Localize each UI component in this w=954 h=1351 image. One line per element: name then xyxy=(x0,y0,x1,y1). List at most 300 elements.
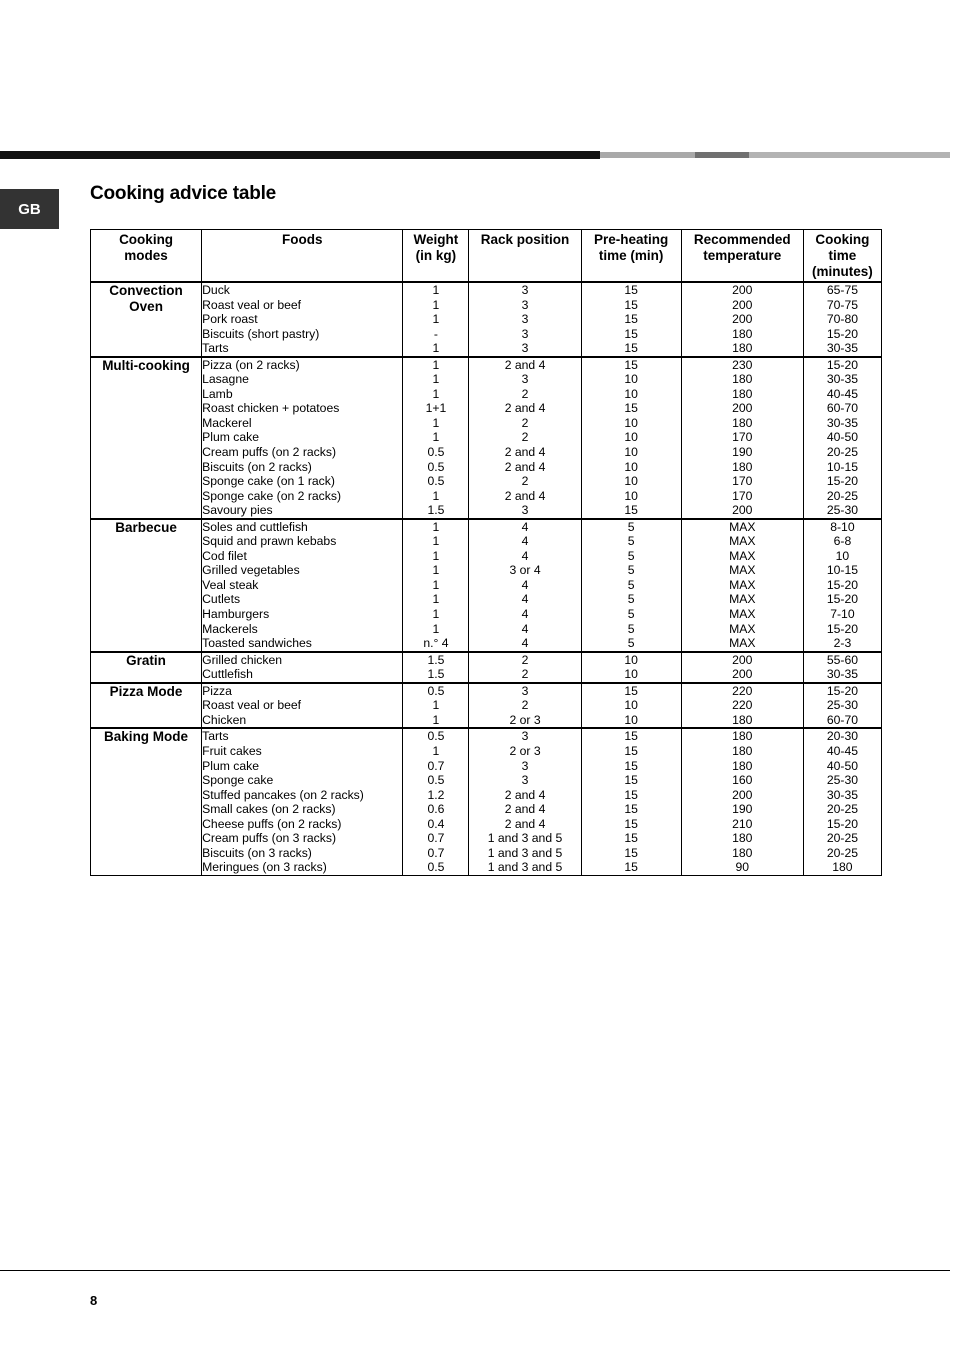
rack-position: 4 xyxy=(521,577,529,592)
food-name: Plum cake xyxy=(202,430,260,445)
temperature: 180 xyxy=(732,758,753,773)
temperature: 180 xyxy=(732,743,753,758)
preheat-time: 15 xyxy=(624,729,638,744)
food-name: Pork roast xyxy=(202,312,258,327)
cooking-time: 25-30 xyxy=(826,503,859,518)
preheat-time: 10 xyxy=(624,386,638,401)
preheat-time: 15 xyxy=(624,758,638,773)
rack-position: 2 and 4 xyxy=(504,816,546,831)
temperature: 180 xyxy=(732,729,753,744)
preheat-time: 15 xyxy=(624,683,638,698)
cooking-mode-label: Multi-cooking xyxy=(102,357,190,373)
weight-value: 1 xyxy=(432,563,440,578)
cooking-time: 65-75 xyxy=(826,283,859,297)
cooking-time: 70-75 xyxy=(826,297,859,312)
preheat-time-column xyxy=(581,728,681,875)
temperature: MAX xyxy=(729,607,756,622)
preheat-time: 15 xyxy=(624,503,638,518)
cooking-time: 30-35 xyxy=(826,372,859,387)
cooking-time-column xyxy=(803,652,881,683)
rack-position: 2 xyxy=(521,474,529,489)
food-name: Soles and cuttlefish xyxy=(202,519,308,534)
temperature-column xyxy=(681,652,803,683)
temperature-column xyxy=(681,728,803,875)
header-label: Rack position xyxy=(480,232,570,247)
cooking-time: 20-25 xyxy=(826,488,859,503)
food-name-column xyxy=(202,519,403,652)
food-name: Biscuits (on 2 racks) xyxy=(202,459,312,474)
preheat-time: 15 xyxy=(624,401,638,416)
weight-value: 0.7 xyxy=(427,758,445,773)
header-label: time (min) xyxy=(598,248,664,263)
cooking-advice-table xyxy=(90,229,882,876)
cooking-mode-cell xyxy=(91,652,202,683)
temperature: 180 xyxy=(732,415,753,430)
weight-value: 0.5 xyxy=(427,683,445,698)
temperature: 180 xyxy=(732,831,753,846)
preheat-time: 5 xyxy=(627,519,635,534)
food-name: Lamb xyxy=(202,386,233,401)
weight-value: 1 xyxy=(432,519,440,534)
food-name: Tarts xyxy=(202,729,229,744)
weight-value: 1.5 xyxy=(427,503,445,518)
rack-position: 2 xyxy=(521,652,529,667)
temperature: 200 xyxy=(732,401,753,416)
temperature: MAX xyxy=(729,592,756,607)
rack-position: 4 xyxy=(521,519,529,534)
cooking-time: 15-20 xyxy=(826,621,859,636)
rack-position: 3 xyxy=(521,372,529,387)
preheat-time: 15 xyxy=(624,773,638,788)
rack-position-column xyxy=(469,652,581,683)
food-name: Cheese puffs (on 2 racks) xyxy=(202,816,342,831)
header-recommended-temperature xyxy=(681,230,803,283)
temperature: MAX xyxy=(729,563,756,578)
preheat-time: 10 xyxy=(624,652,638,667)
food-name-column xyxy=(202,652,403,683)
footer-divider xyxy=(0,1270,950,1271)
temperature: 190 xyxy=(732,802,753,817)
weight-value: 0.5 xyxy=(427,729,445,744)
food-name: Duck xyxy=(202,283,230,297)
rack-position: 4 xyxy=(521,548,529,563)
food-name: Pizza (on 2 racks) xyxy=(202,357,300,372)
food-name: Cod filet xyxy=(202,548,247,563)
rack-position: 2 or 3 xyxy=(509,743,541,758)
weight-value: 1 xyxy=(432,341,440,356)
weight-value: 0.7 xyxy=(427,845,445,860)
temperature: 220 xyxy=(732,683,753,698)
cooking-time: 40-50 xyxy=(826,758,859,773)
rack-position: 4 xyxy=(521,607,529,622)
preheat-time: 15 xyxy=(624,787,638,802)
cooking-time: 20-25 xyxy=(826,802,859,817)
header-label: Weight xyxy=(413,232,459,247)
temperature: 180 xyxy=(732,326,753,341)
cooking-time: 15-20 xyxy=(826,357,859,372)
temperature: 180 xyxy=(732,845,753,860)
rack-position: 2 or 3 xyxy=(509,712,541,727)
cooking-time-column xyxy=(803,282,881,357)
temperature: 170 xyxy=(732,474,753,489)
cooking-time: 60-70 xyxy=(826,712,859,727)
cooking-mode-cell xyxy=(91,683,202,729)
temperature: 200 xyxy=(732,503,753,518)
weight-value: 1 xyxy=(432,386,440,401)
table-header-row xyxy=(91,230,882,283)
header-label: temperature xyxy=(703,248,782,263)
language-tab: GB xyxy=(0,189,59,229)
weight-value-column xyxy=(403,652,469,683)
rack-position: 3 xyxy=(521,503,529,518)
rack-position: 1 and 3 and 5 xyxy=(487,845,563,860)
temperature: 170 xyxy=(732,488,753,503)
cooking-mode-cell xyxy=(91,519,202,652)
preheat-time: 5 xyxy=(627,563,635,578)
weight-value-column xyxy=(403,728,469,875)
cooking-mode-label: Pizza Mode xyxy=(109,683,183,699)
weight-value: 1 xyxy=(432,621,440,636)
weight-value: 0.5 xyxy=(427,860,445,875)
weight-value: 1 xyxy=(432,577,440,592)
cooking-mode-label: Oven xyxy=(129,299,163,314)
weight-value: 0.5 xyxy=(427,445,445,460)
food-name: Roast chicken + potatoes xyxy=(202,401,340,416)
food-name-column xyxy=(202,728,403,875)
temperature: 180 xyxy=(732,372,753,387)
rack-position-column xyxy=(469,683,581,729)
preheat-time: 15 xyxy=(624,845,638,860)
cooking-time-column xyxy=(803,728,881,875)
page-number: 8 xyxy=(90,1293,98,1308)
preheat-time: 15 xyxy=(624,326,638,341)
rack-position: 2 and 4 xyxy=(504,459,546,474)
weight-value: 1 xyxy=(432,592,440,607)
preheat-time-column xyxy=(581,519,681,652)
rack-position: 3 or 4 xyxy=(509,563,541,578)
weight-value: 0.7 xyxy=(427,831,445,846)
weight-value: 1 xyxy=(432,712,440,727)
rack-position: 2 and 4 xyxy=(504,488,546,503)
cooking-time: 40-45 xyxy=(826,743,859,758)
food-name-column xyxy=(202,282,403,357)
table-body xyxy=(91,282,882,875)
food-name: Pizza xyxy=(202,683,232,698)
food-name: Hamburgers xyxy=(202,607,270,622)
food-name: Biscuits (on 3 racks) xyxy=(202,845,312,860)
temperature: 200 xyxy=(732,312,753,327)
table-row xyxy=(91,519,882,652)
temperature: 180 xyxy=(732,459,753,474)
cooking-time: 15-20 xyxy=(826,592,859,607)
weight-value: 1.5 xyxy=(427,652,445,667)
food-name: Tarts xyxy=(202,341,229,356)
temperature: 180 xyxy=(732,341,753,356)
cooking-time: 20-25 xyxy=(826,445,859,460)
rack-position: 3 xyxy=(521,283,529,297)
weight-value-column xyxy=(403,519,469,652)
rack-position: 3 xyxy=(521,341,529,356)
cooking-mode-cell xyxy=(91,282,202,357)
preheat-time: 15 xyxy=(624,860,638,875)
cooking-time: 10 xyxy=(835,548,850,563)
preheat-time: 15 xyxy=(624,802,638,817)
cooking-time: 10-15 xyxy=(826,459,859,474)
cooking-time: 7-10 xyxy=(830,607,855,622)
table-row xyxy=(91,683,882,729)
preheat-time-column xyxy=(581,652,681,683)
food-name: Cream puffs (on 2 racks) xyxy=(202,445,337,460)
weight-value: 1+1 xyxy=(425,401,447,416)
cooking-time: 15-20 xyxy=(826,577,859,592)
food-name: Roast veal or beef xyxy=(202,297,302,312)
weight-value: 1 xyxy=(432,297,440,312)
header-label: time xyxy=(828,248,857,263)
header-rack-position xyxy=(469,230,581,283)
rack-position: 3 xyxy=(521,758,529,773)
header-label: Foods xyxy=(282,232,323,247)
cooking-mode-cell xyxy=(91,357,202,519)
food-name: Plum cake xyxy=(202,758,260,773)
food-name-column xyxy=(202,357,403,519)
preheat-time: 10 xyxy=(624,459,638,474)
weight-value: 1 xyxy=(432,312,440,327)
rack-position-column xyxy=(469,519,581,652)
food-name: Biscuits (short pastry) xyxy=(202,326,320,341)
table-row xyxy=(91,652,882,683)
cooking-time: 30-35 xyxy=(826,667,859,682)
weight-value: 1 xyxy=(432,372,440,387)
rack-position: 4 xyxy=(521,636,529,651)
rack-position-column xyxy=(469,357,581,519)
preheat-time: 5 xyxy=(627,636,635,651)
temperature: 90 xyxy=(735,860,750,875)
temperature: 180 xyxy=(732,712,753,727)
header-bar-grey-segment xyxy=(600,152,695,158)
table-row xyxy=(91,728,882,875)
cooking-time: 30-35 xyxy=(826,415,859,430)
rack-position-column xyxy=(469,728,581,875)
header-cooking-modes xyxy=(91,230,202,283)
temperature-column xyxy=(681,357,803,519)
rack-position: 2 xyxy=(521,430,529,445)
cooking-time: 15-20 xyxy=(826,816,859,831)
page-title: Cooking advice table xyxy=(90,183,277,204)
preheat-time: 15 xyxy=(624,816,638,831)
cooking-time: 25-30 xyxy=(826,773,859,788)
weight-value: 1 xyxy=(432,430,440,445)
weight-value: 1 xyxy=(432,357,440,372)
rack-position: 2 xyxy=(521,667,529,682)
weight-value: 1 xyxy=(432,488,440,503)
temperature: 190 xyxy=(732,445,753,460)
cooking-time: 8-10 xyxy=(830,519,855,534)
weight-value: 0.6 xyxy=(427,802,445,817)
preheat-time: 5 xyxy=(627,621,635,636)
weight-value: 1.5 xyxy=(427,667,445,682)
cooking-time: 10-15 xyxy=(826,563,859,578)
weight-value-column xyxy=(403,282,469,357)
food-name: Mackerels xyxy=(202,621,258,636)
cooking-time-column xyxy=(803,357,881,519)
weight-value: 1.2 xyxy=(427,787,445,802)
rack-position: 4 xyxy=(521,621,529,636)
food-name: Mackerel xyxy=(202,415,252,430)
food-name: Sponge cake (on 1 rack) xyxy=(202,474,335,489)
temperature: 180 xyxy=(732,386,753,401)
cooking-time: 180 xyxy=(832,860,853,875)
cooking-time: 15-20 xyxy=(826,326,859,341)
preheat-time: 15 xyxy=(624,341,638,356)
header-label: Pre-heating xyxy=(594,232,669,247)
rack-position: 2 and 4 xyxy=(504,357,546,372)
rack-position: 3 xyxy=(521,773,529,788)
temperature: 200 xyxy=(732,283,753,297)
cooking-mode-cell xyxy=(91,728,202,875)
temperature: MAX xyxy=(729,636,756,651)
preheat-time: 10 xyxy=(624,488,638,503)
temperature: 200 xyxy=(732,652,753,667)
rack-position: 3 xyxy=(521,683,529,698)
food-name: Sponge cake (on 2 racks) xyxy=(202,488,342,503)
cooking-time: 20-30 xyxy=(826,729,859,744)
header-foods xyxy=(202,230,403,283)
temperature-column xyxy=(681,683,803,729)
weight-value: - xyxy=(433,326,438,341)
food-name: Savoury pies xyxy=(202,503,273,518)
weight-value: 1 xyxy=(432,698,440,713)
cooking-time: 25-30 xyxy=(826,698,859,713)
cooking-time-column xyxy=(803,683,881,729)
cooking-mode-label: Gratin xyxy=(126,652,166,668)
preheat-time: 10 xyxy=(624,698,638,713)
preheat-time: 15 xyxy=(624,831,638,846)
preheat-time: 10 xyxy=(624,372,638,387)
preheat-time: 5 xyxy=(627,577,635,592)
preheat-time: 10 xyxy=(624,445,638,460)
cooking-time: 30-35 xyxy=(826,341,859,356)
temperature: 200 xyxy=(732,787,753,802)
preheat-time: 15 xyxy=(624,357,638,372)
food-name: Sponge cake xyxy=(202,773,274,788)
cooking-time: 15-20 xyxy=(826,474,859,489)
temperature: 200 xyxy=(732,297,753,312)
cooking-time: 20-25 xyxy=(826,831,859,846)
weight-value: 1 xyxy=(432,415,440,430)
weight-value-column xyxy=(403,683,469,729)
cooking-mode-label: Convection xyxy=(109,283,183,298)
weight-value-column xyxy=(403,357,469,519)
food-name: Chicken xyxy=(202,712,247,727)
temperature: 210 xyxy=(732,816,753,831)
weight-value: 1 xyxy=(432,743,440,758)
food-name: Veal steak xyxy=(202,577,259,592)
rack-position: 2 xyxy=(521,386,529,401)
cooking-time: 15-20 xyxy=(826,683,859,698)
header-preheating-time xyxy=(581,230,681,283)
cooking-time: 70-80 xyxy=(826,312,859,327)
preheat-time-column xyxy=(581,282,681,357)
food-name: Small cakes (on 2 racks) xyxy=(202,802,336,817)
food-name: Cream puffs (on 3 racks) xyxy=(202,831,337,846)
header-bar-dark-grey-segment xyxy=(695,152,749,158)
cooking-time-column xyxy=(803,519,881,652)
preheat-time: 5 xyxy=(627,592,635,607)
rack-position: 1 and 3 and 5 xyxy=(487,860,563,875)
food-name: Lasagne xyxy=(202,372,249,387)
weight-value: 1 xyxy=(432,548,440,563)
weight-value: n.° 4 xyxy=(423,636,449,651)
preheat-time: 5 xyxy=(627,607,635,622)
cooking-time: 6-8 xyxy=(833,534,852,549)
temperature: 230 xyxy=(732,357,753,372)
temperature: MAX xyxy=(729,548,756,563)
temperature: 160 xyxy=(732,773,753,788)
header-cooking-time xyxy=(803,230,881,283)
preheat-time: 15 xyxy=(624,312,638,327)
preheat-time: 10 xyxy=(624,667,638,682)
header-label: (minutes) xyxy=(812,264,873,279)
rack-position: 3 xyxy=(521,729,529,744)
temperature: MAX xyxy=(729,577,756,592)
header-label: Cooking xyxy=(119,232,174,247)
food-name: Grilled vegetables xyxy=(202,563,300,578)
temperature-column xyxy=(681,282,803,357)
weight-value: 1 xyxy=(432,283,440,297)
rack-position: 2 and 4 xyxy=(504,787,546,802)
rack-position: 2 xyxy=(521,415,529,430)
header-label: (in kg) xyxy=(415,248,457,263)
rack-position: 2 and 4 xyxy=(504,401,546,416)
food-name: Fruit cakes xyxy=(202,743,262,758)
preheat-time-column xyxy=(581,683,681,729)
weight-value: 1 xyxy=(432,534,440,549)
preheat-time: 10 xyxy=(624,415,638,430)
rack-position: 4 xyxy=(521,534,529,549)
food-name-column xyxy=(202,683,403,729)
weight-value: 0.4 xyxy=(427,816,445,831)
cooking-time: 2-3 xyxy=(833,636,852,651)
rack-position: 3 xyxy=(521,326,529,341)
preheat-time: 15 xyxy=(624,297,638,312)
food-name: Toasted sandwiches xyxy=(202,636,312,651)
cooking-mode-label: Baking Mode xyxy=(104,729,189,745)
header-bar-black-segment xyxy=(0,151,600,159)
weight-value: 1 xyxy=(432,607,440,622)
header-label: modes xyxy=(124,248,168,263)
preheat-time-column xyxy=(581,357,681,519)
header-bar-light-grey-segment xyxy=(749,152,950,158)
preheat-time: 10 xyxy=(624,474,638,489)
temperature: 170 xyxy=(732,430,753,445)
cooking-time: 40-50 xyxy=(826,430,859,445)
weight-value: 0.5 xyxy=(427,459,445,474)
food-name: Squid and prawn kebabs xyxy=(202,534,337,549)
weight-value: 0.5 xyxy=(427,474,445,489)
table-row xyxy=(91,282,882,357)
cooking-time: 55-60 xyxy=(826,652,859,667)
cooking-time: 30-35 xyxy=(826,787,859,802)
weight-value: 0.5 xyxy=(427,773,445,788)
header-label: Recommended xyxy=(693,232,791,247)
rack-position: 1 and 3 and 5 xyxy=(487,831,563,846)
temperature: MAX xyxy=(729,621,756,636)
cooking-time: 60-70 xyxy=(826,401,859,416)
preheat-time: 5 xyxy=(627,534,635,549)
temperature: MAX xyxy=(729,534,756,549)
food-name: Stuffed pancakes (on 2 racks) xyxy=(202,787,364,802)
rack-position-column xyxy=(469,282,581,357)
